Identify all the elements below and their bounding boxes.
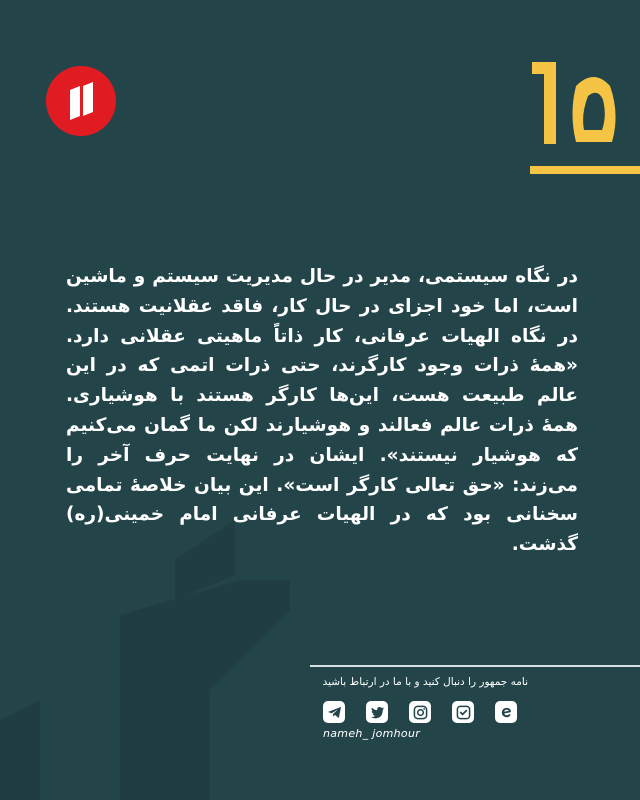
brand-logo [46, 66, 116, 136]
accent-bar [530, 166, 640, 174]
messenger-icon[interactable] [452, 701, 474, 723]
telegram-icon[interactable] [323, 701, 345, 723]
twitter-icon[interactable] [366, 701, 388, 723]
social-links [323, 701, 517, 723]
footer-tagline: نامه جمهور را دنبال کنید و با ما در ارتباط باشید [322, 676, 528, 688]
post-number [524, 44, 620, 156]
eitaa-icon[interactable] [495, 701, 517, 723]
footer-divider [310, 665, 640, 667]
post-number-text: ۱۵ [524, 44, 526, 45]
instagram-icon[interactable] [409, 701, 431, 723]
post-body-text: در نگاه سیستمی، مدیر در حال مدیریت سیستم و ماشین است، اما خود اجزای در حال کار، فاقد عقلانیت هستند. در نگاه الهیات عرفانی، کار ذاتاً ماهیتی عقلانی دارد. «همهٔ ذرات وجود کارگرند، حتی ذرات اتمی که در این عالم طبیعت هست، این‌ها کارگر هستند با هوشیاری. همهٔ ذرات عالم فعالند و هوشیارند لکن ما گمان می‌کنیم که هوشیار نیستند». ایشان در نهایت حرف آخر را می‌زند: «حق تعالی کارگر است». این بیان خلاصهٔ تمامی سخنانی بود که در الهیات عرفانی امام خمینی(ره) گذشت. [66, 266, 578, 556]
social-handle: nameh_ jomhour [323, 727, 421, 740]
